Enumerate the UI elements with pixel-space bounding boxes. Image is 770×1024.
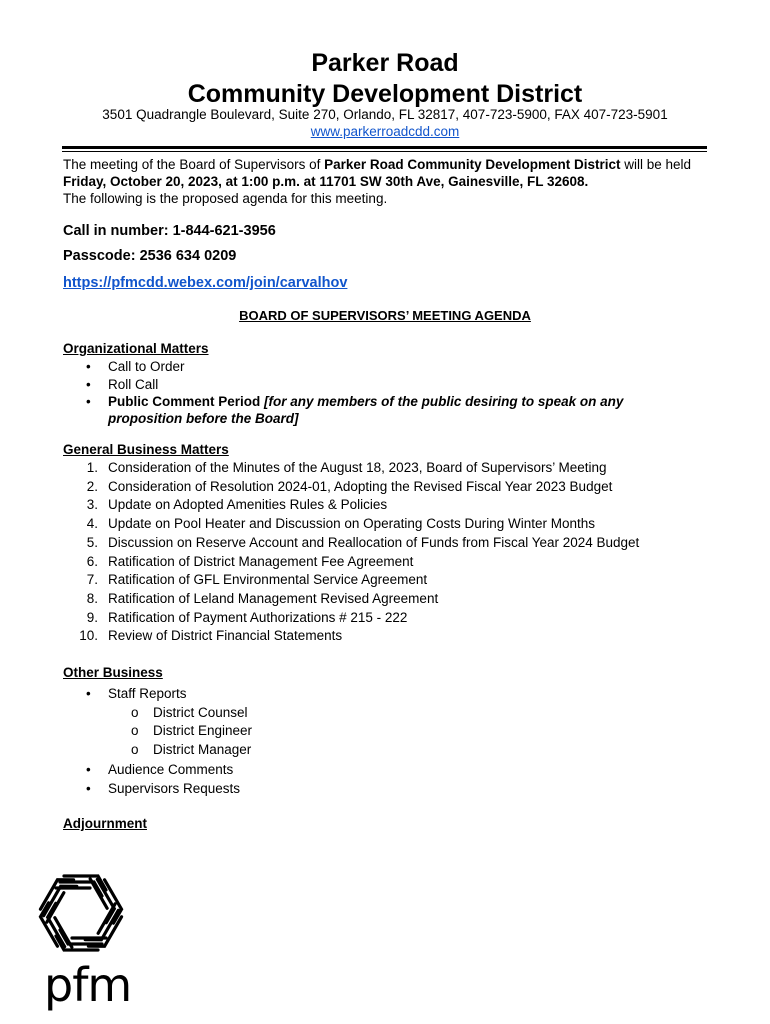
public-comment-note: [for any members of the public desiring to speak on any [264, 394, 624, 409]
website-line [0, 124, 770, 140]
call-in-number: Call in number: 1-844-621-3956 [63, 223, 276, 239]
sub-list-item: District Engineer [153, 723, 253, 738]
website-link[interactable]: www.parkerroadcdd.com [310, 124, 460, 139]
sub-list-item: District Manager [153, 742, 252, 757]
agenda-title: BOARD OF SUPERVISORS’ MEETING AGENDA [239, 308, 531, 323]
list-number: 1. [86, 460, 98, 475]
intro-text-1: The meeting of the Board of Supervisors of [63, 157, 325, 172]
list-number: 9. [86, 609, 98, 625]
list-number: 8. [86, 590, 98, 606]
sub-bullet: o [131, 705, 139, 720]
agenda-item: Discussion on Reserve Account and Reallocation of Funds from Fiscal Year 2024 Budget [108, 534, 640, 550]
meeting-datetime: Friday, October 20, 2023, at 1:00 p.m. at 11701 SW 30th Ave, Gainesville, FL 32608. [63, 174, 589, 189]
sub-bullet: o [131, 723, 139, 738]
agenda-item: Update on Pool Heater and Discussion on Operating Costs During Winter Months [108, 516, 595, 532]
list-item: Roll Call [108, 377, 159, 392]
intro-text-3: The following is the proposed agenda for this meeting. [63, 191, 388, 206]
list-number: 6. [86, 553, 98, 569]
bullet: • [86, 762, 91, 777]
list-number: 3. [86, 497, 98, 513]
list-number: 10. [79, 628, 98, 644]
list-item: Call to Order [108, 359, 185, 374]
list-number: 4. [86, 516, 98, 532]
organizational-heading: Organizational Matters [63, 341, 209, 356]
bullet: • [86, 686, 91, 701]
pfm-logo-icon [36, 868, 126, 958]
agenda-item: Ratification of Leland Management Revised Agreement [108, 590, 439, 606]
bullet: • [86, 394, 91, 409]
agenda-item: Update on Adopted Amenities Rules & Policies [108, 497, 388, 513]
title-line1: Parker Road [311, 49, 459, 77]
passcode: Passcode: 2536 634 0209 [63, 248, 237, 264]
district-name: Parker Road Community Development District [324, 157, 621, 172]
agenda-item: Ratification of District Management Fee Agreement [108, 553, 414, 569]
webex-line [63, 274, 347, 292]
staff-reports-item: Staff Reports [108, 686, 187, 701]
header-rule-thick [62, 146, 707, 149]
agenda-item: Review of District Financial Statements [108, 628, 343, 644]
audience-comments-item: Audience Comments [108, 762, 234, 777]
bullet: • [86, 377, 91, 392]
sub-bullet: o [131, 742, 139, 757]
general-heading: General Business Matters [63, 442, 229, 457]
public-comment-item [108, 393, 623, 410]
other-heading: Other Business [63, 665, 163, 680]
public-comment-label: Public Comment Period [108, 394, 261, 409]
header-rule-thin [62, 151, 707, 152]
title-line2: Community Development District [187, 80, 583, 108]
agenda-item: Consideration of the Minutes of the August 18, 2023, Board of Supervisors’ Meeting [108, 460, 607, 475]
agenda-item: Consideration of Resolution 2024-01, Adopting the Revised Fiscal Year 2023 Budget [108, 478, 613, 494]
intro-text-2: will be held [620, 157, 692, 172]
list-number: 2. [86, 478, 98, 494]
public-comment-note-cont: proposition before the Board] [108, 411, 299, 426]
intro-paragraph [63, 156, 703, 207]
bullet: • [86, 781, 91, 796]
agenda-item: Ratification of Payment Authorizations # 215 - 222 [108, 609, 408, 625]
list-number: 7. [86, 572, 98, 588]
bullet: • [86, 359, 91, 374]
webex-link[interactable]: https://pfmcdd.webex.com/join/carvalhov [63, 275, 348, 291]
sub-list-item: District Counsel [153, 705, 248, 720]
agenda-item: Ratification of GFL Environmental Service Agreement [108, 572, 428, 588]
adjournment-heading: Adjournment [63, 816, 147, 831]
list-number: 5. [86, 534, 98, 550]
address: 3501 Quadrangle Boulevard, Suite 270, Orlando, FL 32817, 407-723-5900, FAX 407-723-5901 [102, 107, 668, 122]
supervisors-requests-item: Supervisors Requests [108, 781, 241, 796]
pfm-logo-text: pfm [44, 958, 132, 1012]
